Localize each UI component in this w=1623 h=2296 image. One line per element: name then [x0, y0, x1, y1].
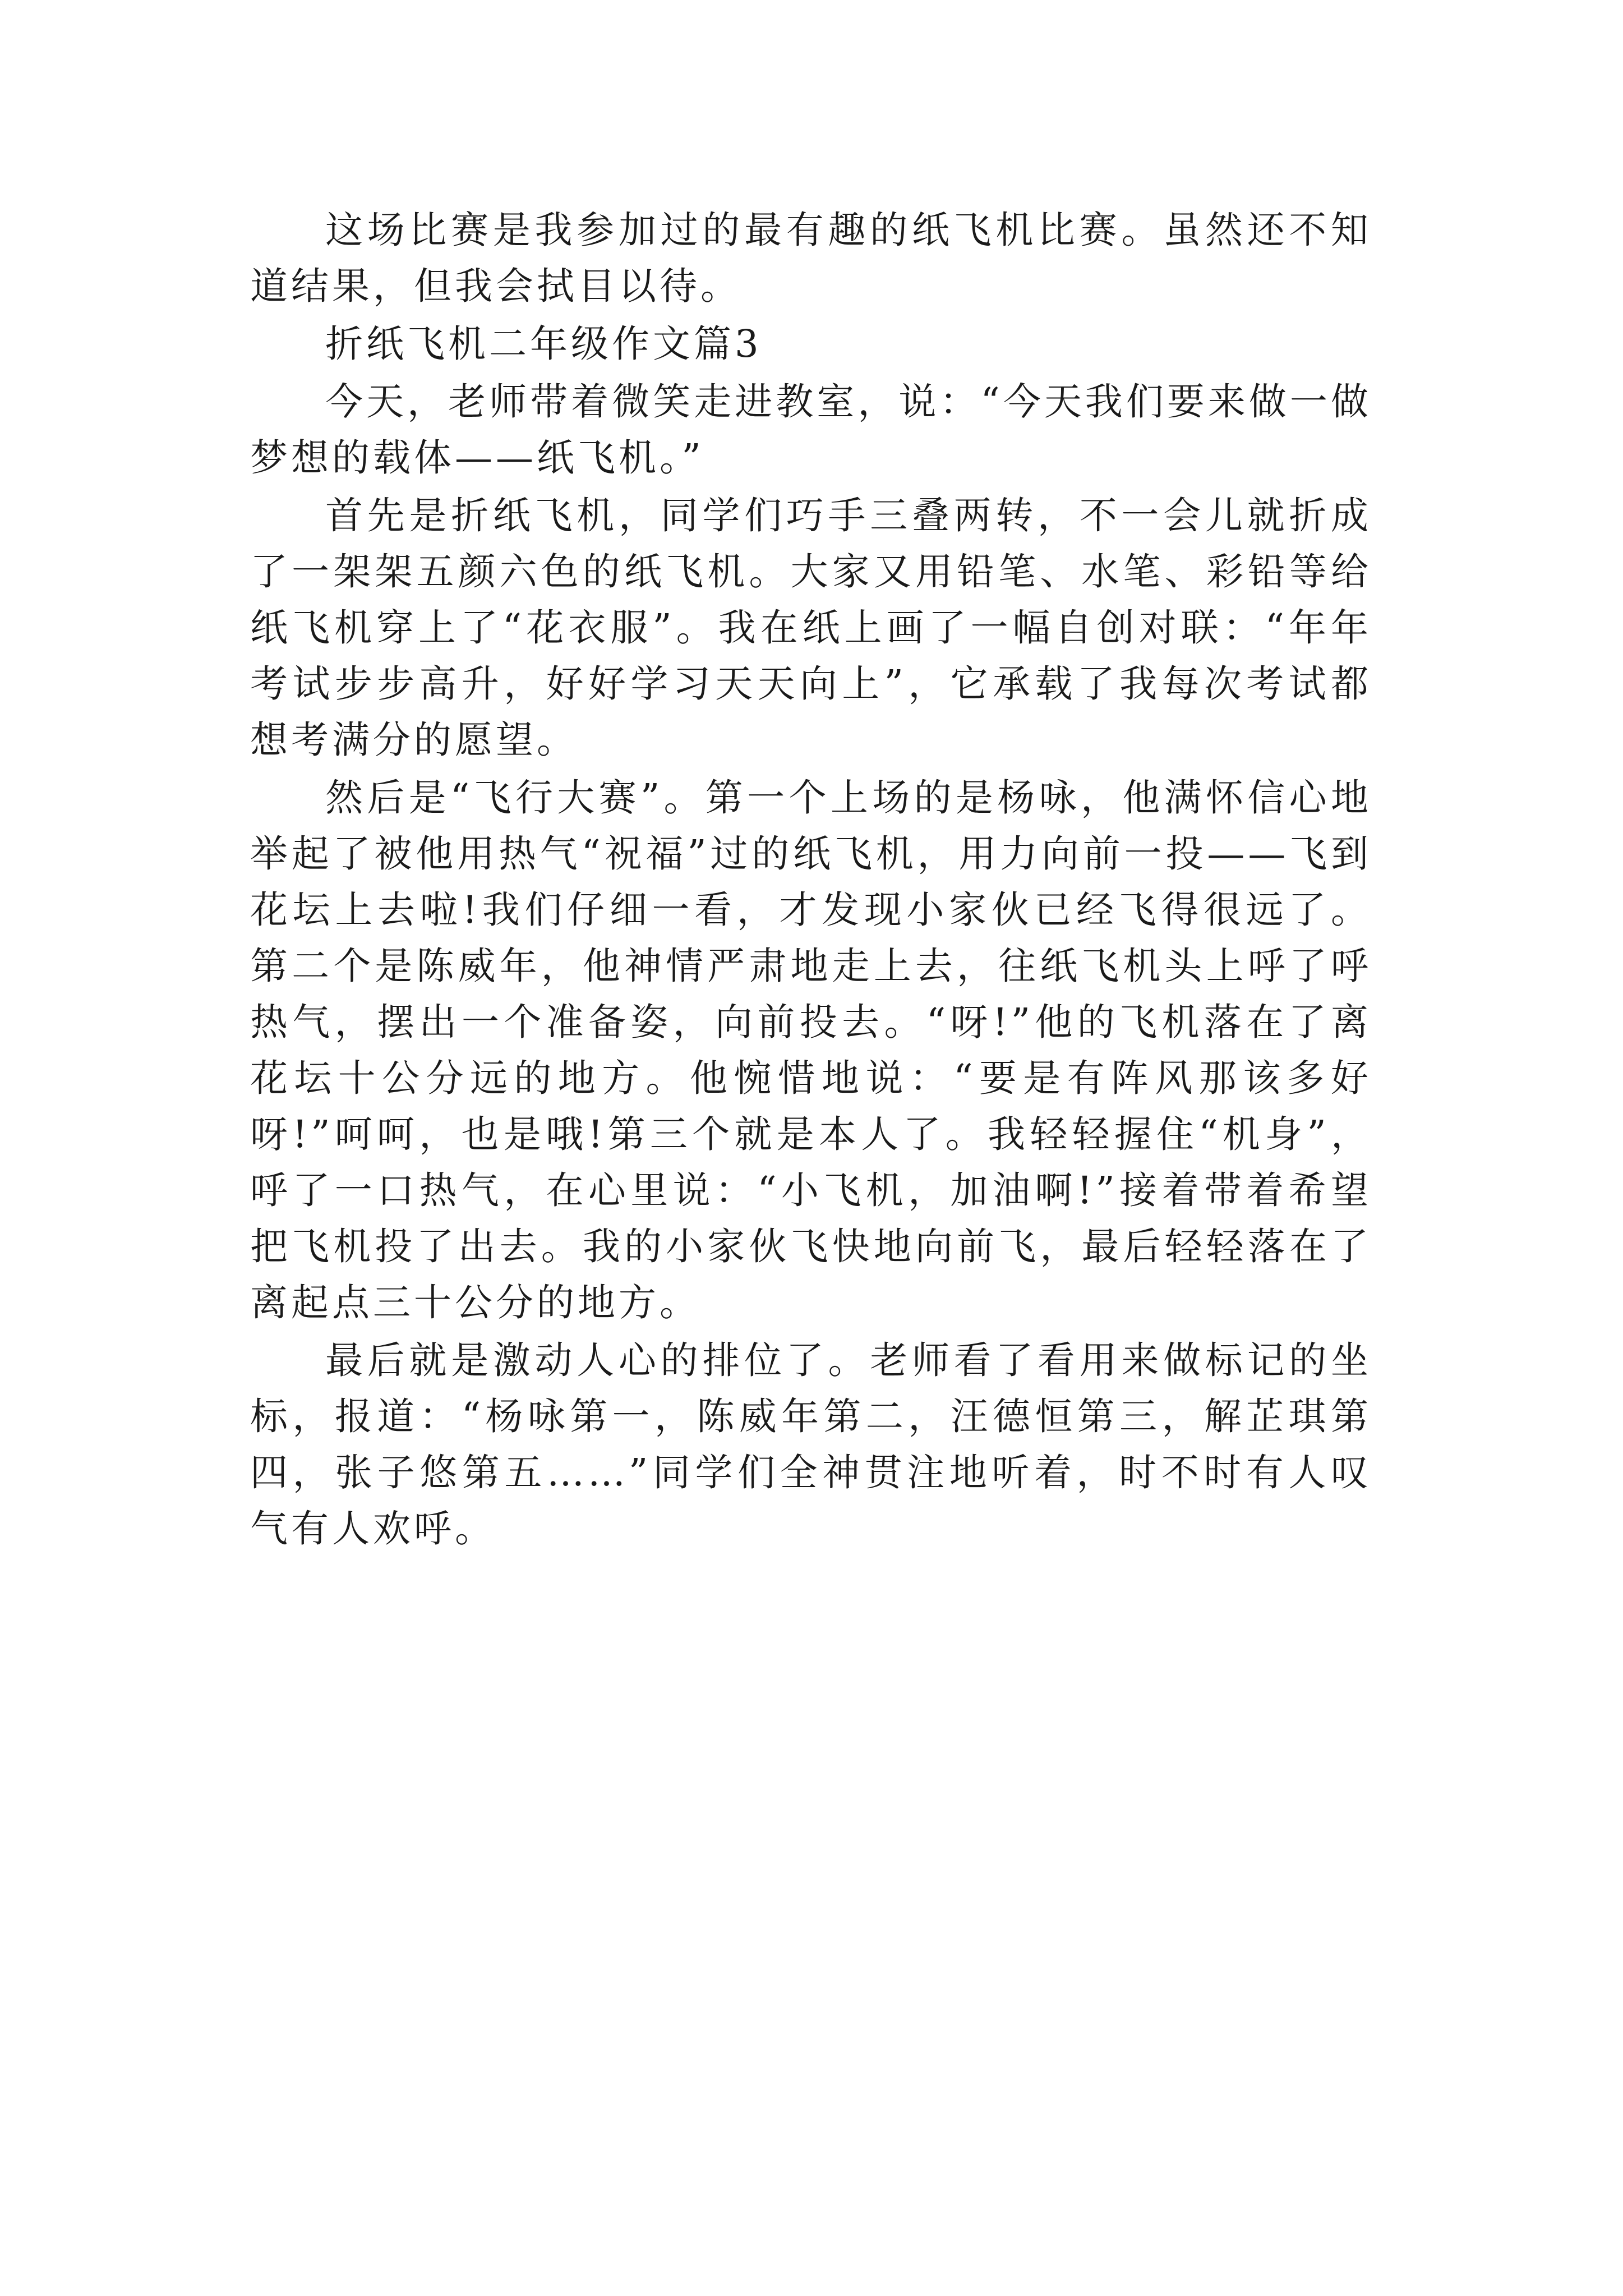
- paragraph-ranking: 最后就是激动人心的排位了。老师看了看用来做标记的坐标，报道：“杨咏第一，陈威年第二，汪德恒第三，解芷琪第四，张子悠第五……”同学们全神贯注地听着，时不时有人叹气有人欢呼。: [250, 1338, 1372, 1550]
- paragraph-intro: 今天，老师带着微笑走进教室，说：“今天我们要来做一做梦想的载体——纸飞机。”: [250, 380, 1372, 480]
- paragraph-folding: 首先是折纸飞机，同学们巧手三叠两转，不一会儿就折成了一架架五颜六色的纸飞机。大家又用铅笔、水笔、彩铅等给纸飞机穿上了“花衣服”。我在纸上画了一幅自创对联：“年年考试步步高升，好好学习天天向上”，它承载了我每次考试都想考满分的愿望。: [250, 494, 1372, 762]
- paragraph-flying-contest: 然后是“飞行大赛”。第一个上场的是杨咏，他满怀信心地举起了被他用热气“祝福”过的纸飞机，用力向前一投——飞到花坛上去啦!我们仔细一看，才发现小家伙已经飞得很远了。第二个是陈威年，他神情严肃地走上去，往纸飞机头上呼了呼热气，摆出一个准备姿，向前投去。“呀!”他的飞机落在了离花坛十公分远的地方。他惋惜地说：“要是有阵风那该多好呀!”呵呵，也是哦!第三个就是本人了。我轻轻握住“机身”，呼了一口热气，在心里说：“小飞机，加油啊!”接着带着希望把飞机投了出去。我的小家伙飞快地向前飞，最后轻轻落在了离起点三十公分的地方。: [250, 776, 1372, 1324]
- article-body: [250, 202, 1372, 1558]
- paragraph-competition-summary: 这场比赛是我参加过的最有趣的纸飞机比赛。虽然还不知道结果，但我会拭目以待。: [250, 208, 1372, 308]
- article-heading: 折纸飞机二年级作文篇3: [325, 322, 762, 366]
